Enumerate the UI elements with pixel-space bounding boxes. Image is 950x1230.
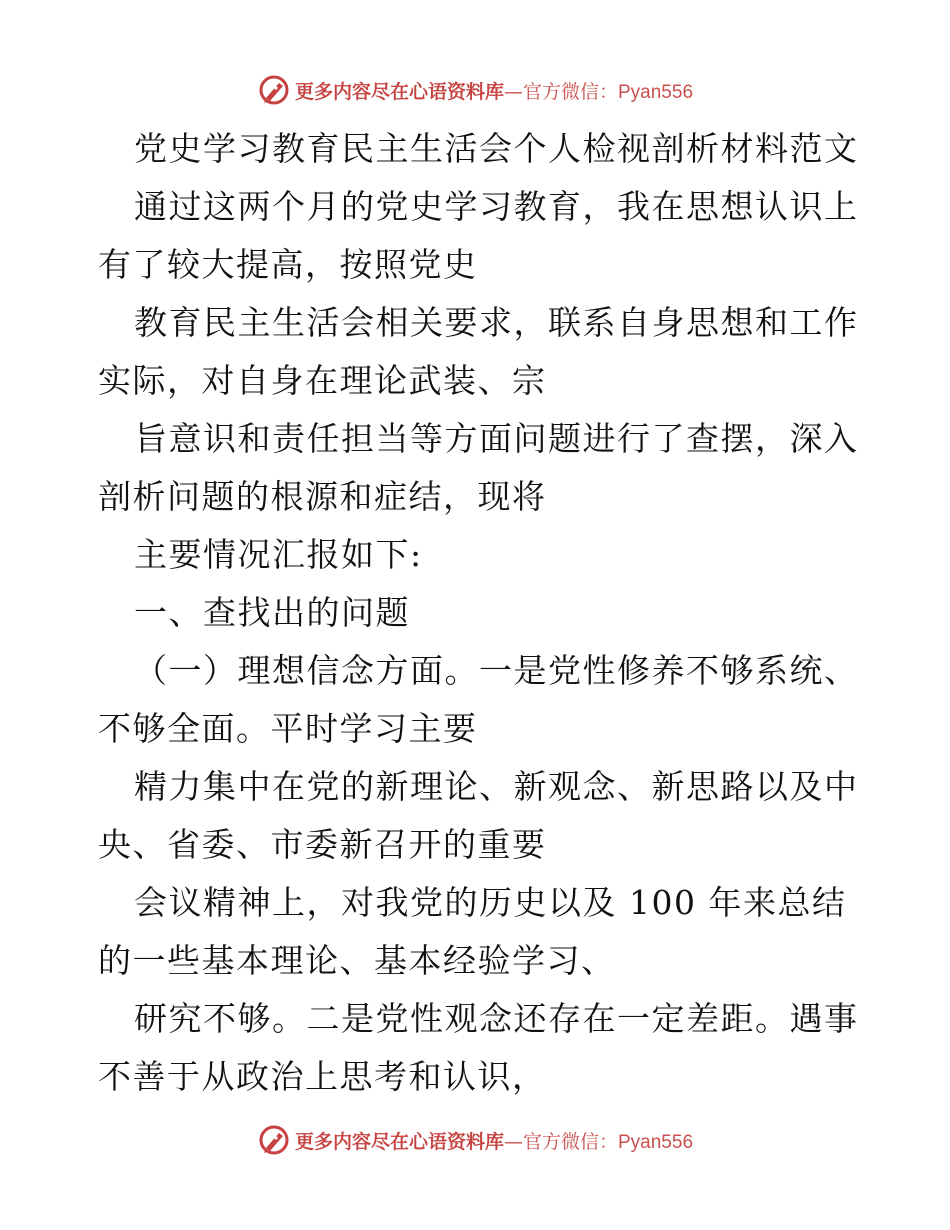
paragraph-line: 不善于从政治上思考和认识， — [98, 1057, 547, 1096]
wechat-label: 官方微信： — [522, 80, 618, 103]
paragraph-line: 有了较大提高，按照党史 — [98, 245, 478, 284]
wechat-id: Pyan556 — [618, 81, 694, 103]
paragraph-line: 实际，对自身在理论武装、宗 — [98, 361, 547, 400]
dash-separator: — — [503, 1130, 523, 1153]
document-body — [98, 120, 868, 1106]
pen-nib-logo-icon — [257, 1123, 291, 1157]
subsection-line: （一）理想信念方面。一是党性修养不够系统、 — [134, 651, 859, 690]
watermark-text — [295, 77, 693, 104]
paragraph-line: 通过这两个月的党史学习教育，我在思想认识上 — [134, 187, 859, 226]
document-title: 党史学习教育民主生活会个人检视剖析材料范文 — [134, 129, 859, 168]
wechat-label: 官方微信： — [522, 1130, 618, 1153]
brand-text: 更多内容尽在心语资料库 — [294, 1130, 504, 1153]
wechat-id: Pyan556 — [618, 1131, 694, 1153]
paragraph-line: 研究不够。二是党性观念还存在一定差距。遇事 — [134, 999, 859, 1038]
section-heading: 一、查找出的问题 — [134, 593, 410, 632]
paragraph-line: 旨意识和责任担当等方面问题进行了查摆，深入 — [134, 419, 859, 458]
paragraph-line: 会议精神上，对我党的历史以及 100 年来总结 — [134, 883, 847, 922]
paragraph-line: 的一些基本理论、基本经验学习、 — [98, 941, 616, 980]
paragraph-line: 剖析问题的根源和症结，现将 — [98, 477, 547, 516]
paragraph-line: 央、省委、市委新召开的重要 — [98, 825, 547, 864]
paragraph-line: 主要情况汇报如下: — [134, 535, 423, 574]
pen-nib-logo-icon — [257, 73, 291, 107]
brand-text: 更多内容尽在心语资料库 — [294, 80, 504, 103]
footer-watermark-banner — [0, 1120, 950, 1160]
paragraph-line: 教育民主生活会相关要求，联系自身思想和工作 — [134, 303, 859, 342]
dash-separator: — — [503, 80, 523, 103]
watermark-text — [295, 1127, 693, 1154]
header-watermark-banner — [0, 70, 950, 110]
paragraph-line: 不够全面。平时学习主要 — [98, 709, 478, 748]
paragraph-line: 精力集中在党的新理论、新观念、新思路以及中 — [134, 767, 859, 806]
